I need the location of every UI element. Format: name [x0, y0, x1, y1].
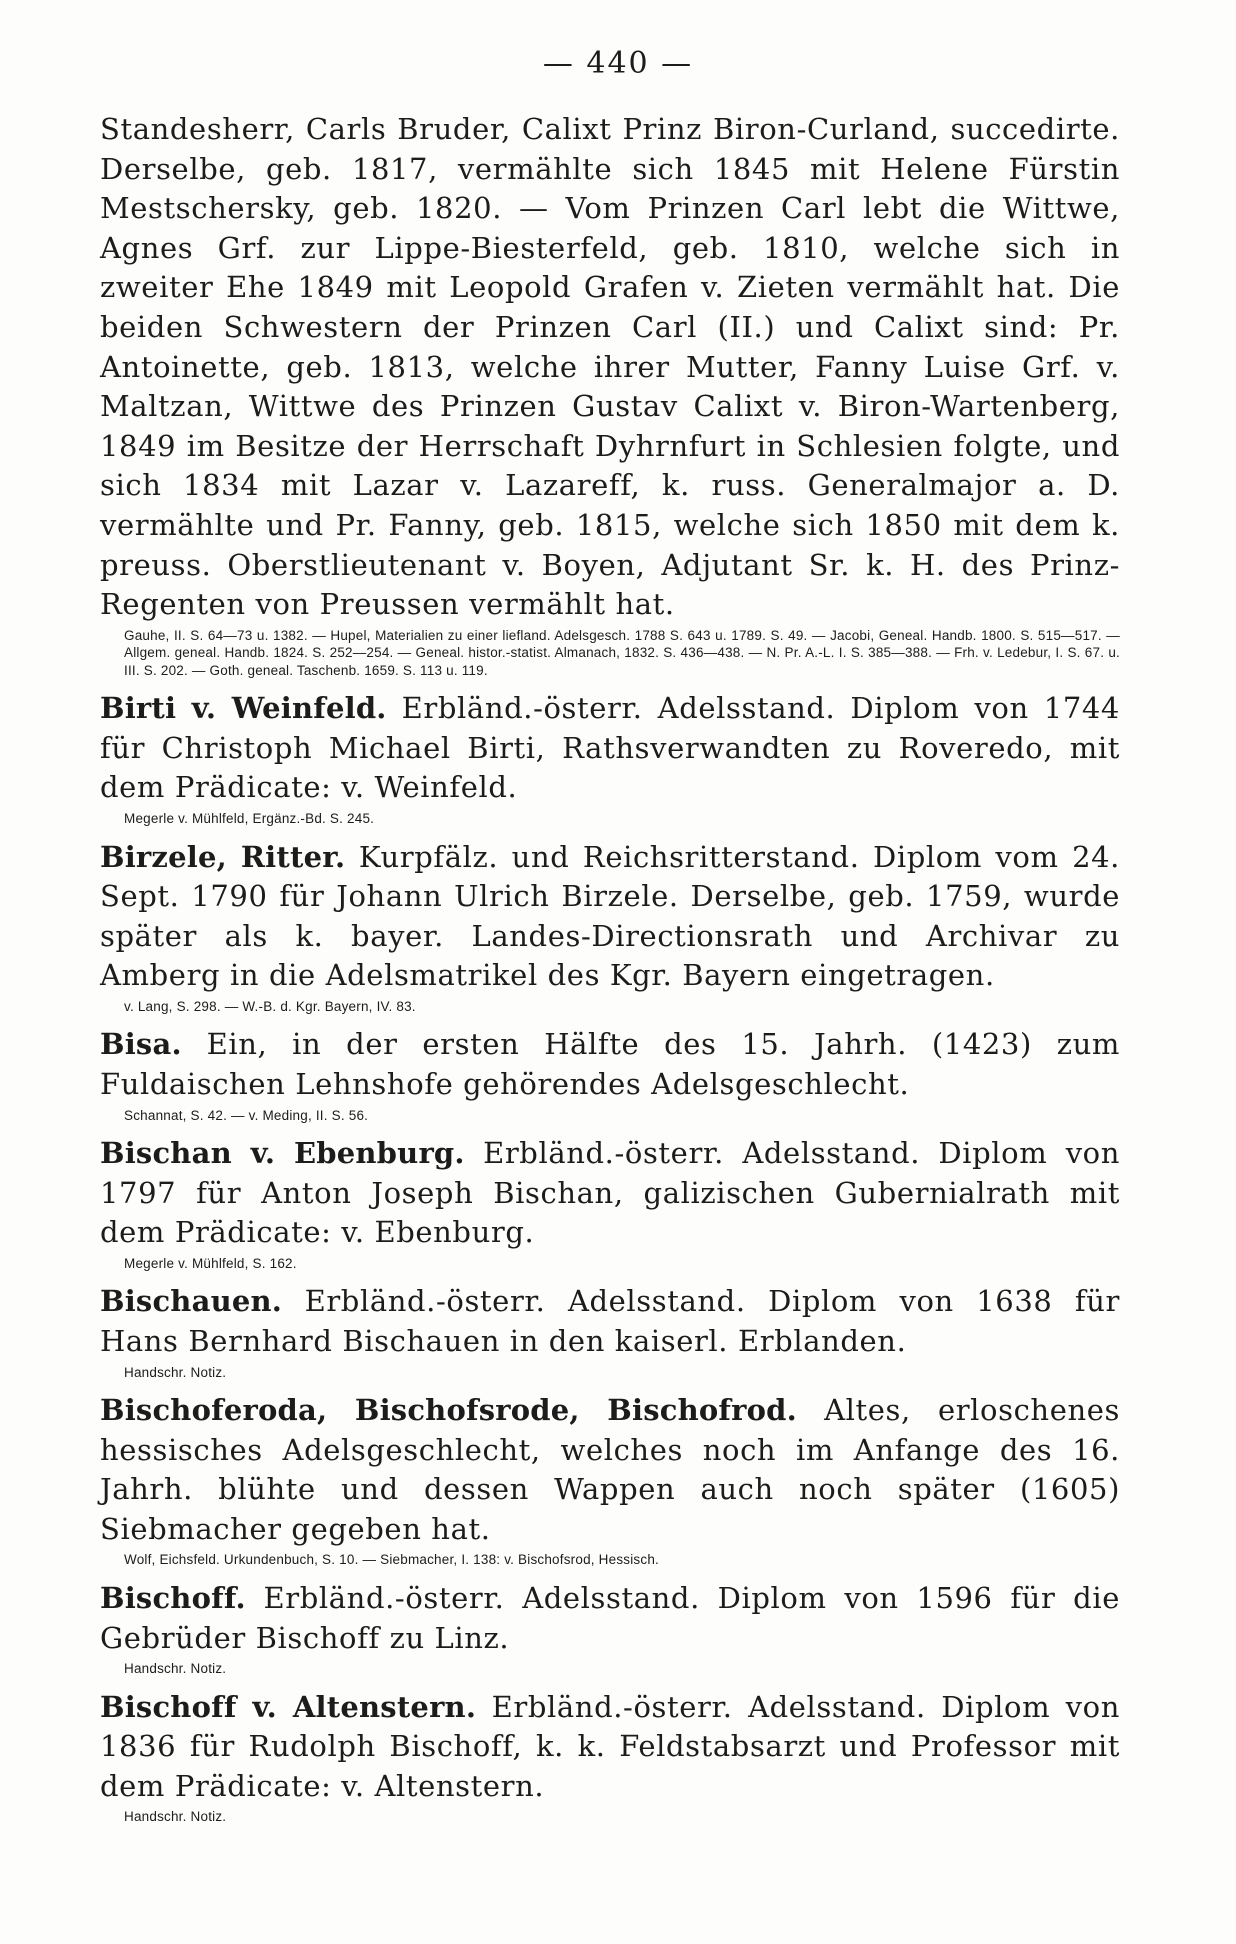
- entry-heading: Birzele, Ritter.: [100, 839, 346, 874]
- entry-birzele: [100, 838, 1120, 1016]
- entry-bisa: [100, 1025, 1120, 1124]
- entry-bischoferoda: [100, 1391, 1120, 1569]
- entry-source: Handschr. Notiz.: [124, 1661, 227, 1677]
- entry-text: Kurpfälz. und Reichsritterstand. Diplom vom 24. Sept. 1790 für Johann Ulrich Birzele. Derselbe, geb. 1759, wurde später als k. bayer. Landes-Directionsrath und Archivar zu Amberg in die Adelsmatrikel des Kgr. Bayern eingetragen.: [100, 839, 1120, 993]
- entry-text: Ein, in der ersten Hälfte des 15. Jahrh. (1423) zum Fuldaischen Lehnshofe gehörendes Adelsgeschlecht.: [100, 1027, 1120, 1101]
- continuation-entry: [100, 110, 1120, 679]
- entry-source: Megerle v. Mühlfeld, S. 162.: [124, 1255, 297, 1271]
- entry-source: Handschr. Notiz.: [124, 1364, 227, 1380]
- entry-heading: Bisa.: [100, 1027, 182, 1062]
- entry-text: Erbländ.-österr. Adelsstand. Diplom von 1744 für Christoph Michael Birti, Rathsverwandten zu Roveredo, mit dem Prädicate: v. Weinfeld.: [100, 691, 1120, 805]
- entry-source: Megerle v. Mühlfeld, Ergänz.-Bd. S. 245.: [124, 811, 375, 826]
- continuation-text: Standesherr, Carls Bruder, Calixt Prinz Biron-Curland, succedirte. Derselbe, geb. 1817, vermählte sich 1845 mit Helene Fürstin Mestschersky, geb. 1820. — Vom Prinzen Carl lebt die Wittwe, Agnes Grf. zur Lippe-Biesterfeld, geb. 1810, welche sich in zweiter Ehe 1849 mit Leopold Grafen v. Zieten vermählt hat. Die beiden Schwestern der Prinzen Carl (II.) und Calixt sind: Pr. Antoinette, geb. 1813, welche ihrer Mutter, Fanny Luise Grf. v. Maltzan, Wittwe des Prinzen Gustav Calixt v. Biron-Wartenberg, 1849 im Besitze der Herrschaft Dyhrnfurt in Schlesien folgte, und sich 1834 mit Lazar v. Lazareff, k. russ. Generalmajor a. D. vermählte und Pr. Fanny, geb. 1815, welche sich 1850 mit dem k. preuss. Oberstlieutenant v. Boyen, Adjutant Sr. k. H. des Prinz-Regenten von Preussen vermählt hat.: [100, 112, 1120, 622]
- entry-heading: Bischoferoda, Bischofsrode, Bischofrod.: [100, 1393, 797, 1428]
- entry-text: Erbländ.-österr. Adelsstand. Diplom von 1638 für Hans Bernhard Bischauen in den kaiserl. Erblanden.: [100, 1284, 1120, 1358]
- entry-text: Altes, erloschenes hessisches Adelsgeschlecht, welches noch im Anfange des 16. Jahrh. blühte und dessen Wappen auch noch später (1605) Siebmacher gegeben hat.: [100, 1393, 1120, 1546]
- entry-heading: Bischoff v. Altenstern.: [100, 1689, 477, 1724]
- entry-heading: Bischoff.: [100, 1580, 246, 1615]
- continuation-sources: Gauhe, II. S. 64—73 u. 1382. — Hupel, Materialien zu einer liefland. Adelsgesch. 1788 S. 643 u. 1789. S. 49. — Jacobi, Geneal. Handb. 1800. S. 515—517. — Allgem. geneal. Handb. 1824. S. 252—254. — Geneal. histor.-statist. Almanach, 1832. S. 436—438. — N. Pr. A.-L. I. S. 385—388. — Frh. v. Ledebur, I. S. 67. u. III. S. 202. — Goth. geneal. Taschenb. 1659. S. 113 u. 119.: [124, 627, 1120, 678]
- text-column: [100, 110, 1120, 1836]
- entry-source: Wolf, Eichsfeld. Urkundenbuch, S. 10. — Siebmacher, I. 138: v. Bischofsrod, Hessisch.: [124, 1552, 659, 1568]
- entry-source: v. Lang, S. 298. — W.-B. d. Kgr. Bayern, IV. 83.: [124, 998, 416, 1014]
- entry-source: Handschr. Notiz.: [124, 1809, 227, 1825]
- entry-heading: Birti v. Weinfeld.: [100, 691, 387, 726]
- entry-text: Erbländ.-österr. Adelsstand. Diplom von 1836 für Rudolph Bischoff, k. k. Feldstabsarzt und Professor mit dem Prädicate: v. Altenstern.: [100, 1689, 1120, 1803]
- entry-text: Erbländ.-österr. Adelsstand. Diplom von 1797 für Anton Joseph Bischan, galizischen Gubernialrath mit dem Prädicate: v. Ebenburg.: [100, 1136, 1121, 1250]
- entry-birti: [100, 689, 1120, 827]
- page-number: — 440 —: [542, 46, 694, 81]
- entry-bischan: [100, 1134, 1120, 1272]
- entry-heading: Bischan v. Ebenburg.: [100, 1136, 465, 1171]
- entry-bischauen: [100, 1282, 1120, 1381]
- entry-text: Erbländ.-österr. Adelsstand. Diplom von 1596 für die Gebrüder Bischoff zu Linz.: [100, 1580, 1120, 1655]
- entry-bischoff-altenstern: [100, 1688, 1120, 1826]
- entry-heading: Bischauen.: [100, 1284, 283, 1319]
- entry-bischoff: [100, 1579, 1120, 1678]
- entry-source: Schannat, S. 42. — v. Meding, II. S. 56.: [124, 1107, 369, 1123]
